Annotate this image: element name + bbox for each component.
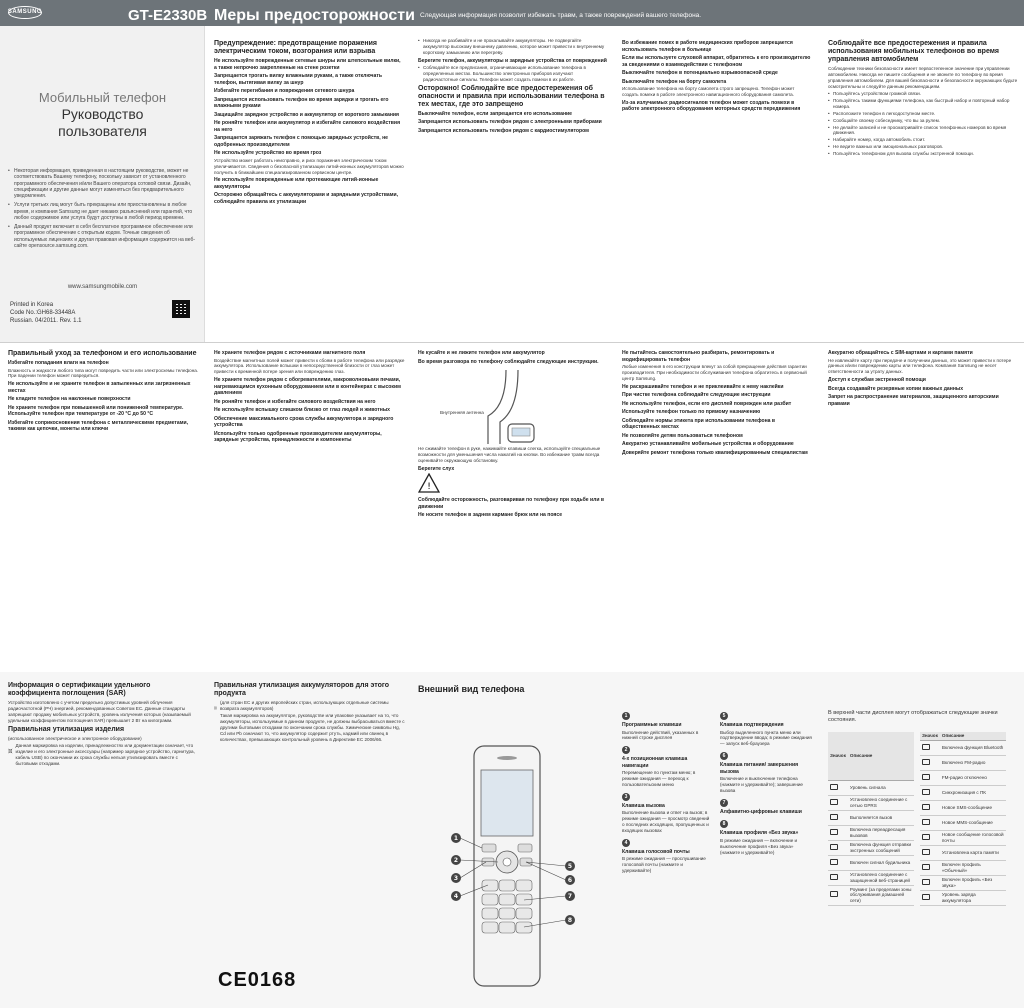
- top-column-1: [214, 38, 404, 338]
- key-title: Клавиша вызова: [622, 802, 665, 809]
- crossed-bin-icon: [8, 743, 13, 759]
- icon-description: Новое сообщение голосовой почты: [940, 831, 1006, 846]
- antenna-label: Внутренняя антенна: [440, 410, 484, 416]
- hearing-warning-icon: [418, 473, 440, 493]
- icon-description: FM-радио отключено: [940, 771, 1006, 786]
- key-description: [622, 712, 712, 741]
- cover-panel: [0, 26, 205, 342]
- rule-heading: Берегите телефон, аккумуляторы и зарядные устройства от повреждений: [418, 57, 607, 64]
- body-text: Любые изменения в его конструкции влекут за собой прекращение действия гарантии производителя. При необходимости обслуживания телефона обратитесь в сервисный центр Samsung.: [622, 364, 807, 381]
- table-header: Значок: [828, 732, 848, 780]
- table-row: [920, 861, 1006, 876]
- call-forward-icon: [830, 829, 838, 835]
- bottom-column-1: [8, 680, 200, 1002]
- alarm-icon: [830, 859, 838, 865]
- rule-heading: Не храните телефон при повышенной или пониженной температуре. Используйте телефон при температуре от -20 °С до 50 °С: [8, 404, 184, 418]
- icon-description: Включен профиль «Обычный»: [940, 861, 1006, 876]
- icon-description: Синхронизация с ПК: [940, 786, 1006, 801]
- list-item: • Пользуйтесь такими функциями телефона, как быстрый набор и повторный набор номера.: [828, 98, 1018, 110]
- rule-heading: Во избежание помех в работе медицинских приборов запрещается использовать телефон в больнице: [622, 40, 793, 53]
- key-number: 5: [720, 712, 728, 720]
- key-number: 1: [622, 712, 630, 720]
- rule-heading: Если вы используете слуховой аппарат, обратитесь к его производителю за сведениями о взаимодействии с телефоном: [622, 55, 811, 68]
- website-link[interactable]: www.samsungmobile.com: [67, 284, 138, 290]
- table-row: [920, 816, 1006, 831]
- rule-heading: Выключайте телефон в потенциально взрывоопасной среде: [622, 70, 778, 77]
- table-row: [920, 831, 1006, 846]
- rule-heading: Запрещается заряжать телефон с помощью зарядных устройств, не одобренных производителем: [214, 135, 389, 148]
- key-title: Клавиша голосовой почты: [622, 848, 690, 855]
- rule-heading: Обеспечение максимального срока службы аккумулятора и зарядного устройства: [214, 415, 394, 429]
- cover-line2: Руководство: [61, 106, 144, 122]
- rule-heading: Выключайте телефон на борту самолета: [622, 78, 727, 85]
- rule-heading: Не роняйте телефон или аккумулятор и избегайте силового воздействия на него: [214, 120, 401, 133]
- svg-text:5: 5: [567, 863, 573, 870]
- top-column-3: [622, 38, 812, 338]
- phone-illustration: [448, 740, 578, 990]
- rule-heading: Во время разговора по телефону соблюдайте следующие инструкции.: [418, 358, 599, 365]
- key-number: 2: [622, 746, 630, 754]
- rule-heading: Доступ к службам экстренной помощи: [828, 377, 926, 384]
- roaming-icon: [830, 891, 838, 897]
- rule-heading: Не используйте вспышку слишком близко от глаз людей и животных: [214, 407, 391, 414]
- cover-line3: пользователя: [58, 123, 147, 139]
- antenna-figure: [418, 366, 610, 446]
- rule-heading: Избегайте перегибания и повреждения сетевого шнура: [214, 88, 355, 95]
- rule-heading: Запрещается трогать вилку влажными руками, а также отключать телефон, вытягивая вилку за шнур: [214, 73, 382, 86]
- icon-description: Выполняется вызов: [848, 810, 914, 825]
- middle-column-5: [828, 348, 1018, 666]
- rule-heading: При чистке телефона соблюдайте следующие инструкции: [622, 392, 771, 399]
- body-text: Воздействие магнитных полей может привести к сбоям в работе телефона или разрядке аккумулятора. Использование вспышки в непосредственной близости от глаз может привести к временной потере зрения или повреждению глаз.: [214, 357, 405, 375]
- list-item: • Не ведите важных или эмоциональных разговоров.: [828, 144, 1018, 150]
- rule-heading: Доверяйте ремонт телефона только квалифицированным специалистам: [622, 449, 808, 456]
- memory-card-icon: [922, 849, 930, 855]
- keys-column-2: [720, 712, 812, 1002]
- key-text: Выполнение действий, указанных в нижней строке дисплея: [622, 729, 699, 741]
- icons-table-left: [828, 732, 914, 906]
- icon-description: Включена переадресация вызовов: [848, 825, 914, 840]
- list-item: • Пользуйтесь телефоном для вызова службы экстренной помощи.: [828, 151, 1018, 157]
- icon-description: Включен профиль «Без звука»: [940, 876, 1006, 891]
- body-text: Устройство может работать неисправно, и риск поражения электрическим током увеличивается. Сведения о безопасной утилизации литий-ионных аккумуляторов можно получить в ближайшем специализированном сервисном центре.: [214, 157, 404, 175]
- rule-heading: Не носите телефон в заднем кармане брюк или на поясе: [418, 512, 563, 519]
- key-text: Включение и выключение телефона (нажмите и удерживайте); завершение вызова: [720, 776, 803, 793]
- bottom-column-2: [214, 680, 406, 960]
- key-number: 6: [720, 752, 728, 760]
- key-title: Программные клавиши: [622, 722, 682, 728]
- rule-heading: Используйте только одобренные производителем аккумуляторы, зарядные устройства, принадлежности и компоненты: [214, 430, 382, 444]
- list-item: • Расположите телефон в легкодоступном месте.: [828, 111, 1018, 117]
- rule-heading: Не кусайте и не лижите телефон или аккумулятор: [418, 350, 545, 356]
- rule-heading: Выключайте телефон, если запрещается его использование: [418, 110, 573, 117]
- svg-text:4: 4: [453, 893, 459, 900]
- profile-silent-icon: [922, 879, 930, 885]
- rule-heading: Не пытайтесь самостоятельно разбирать, ремонтировать и модифицировать телефон: [622, 350, 775, 363]
- cover-bullet: • Некоторая информация, приведенная в настоящем руководстве, может не соответствовать Вашему телефону, поскольку зависит от установленного программного обеспечения и/или Вашего оператора сотовой связи. Дизайн, спецификации и другие данные могут изменяться без предварительного уведомления.: [8, 168, 198, 199]
- print-line: Russian. 04/2011. Rev. 1.1: [10, 317, 82, 324]
- top-column-2: [418, 38, 608, 338]
- table-header: Значок: [920, 732, 940, 740]
- table-row: [920, 756, 1006, 771]
- gprs-icon: [830, 799, 838, 805]
- rule-heading: Не используйте телефон, если его дисплей поврежден или разбит: [622, 400, 792, 407]
- print-info: [10, 302, 82, 325]
- body-text: Не сжимайте телефон в руке, нажимайте клавиши слегка, используйте специальные возможности для уменьшения числа нажатий на кнопки. Во избежание травм всегда оценивайте окружающую обстановку.: [418, 446, 601, 463]
- key-description: [622, 839, 712, 874]
- body-text: • Соблюдайте все предписания, ограничивающие использование телефона в определенных местах. Большинство электронных приборов излучают радиочастотные сигналы. Телефон может создать помехи в их работе.: [418, 65, 608, 83]
- bluetooth-icon: [922, 744, 930, 750]
- rule-heading: Избегайте попадания влаги на телефон: [8, 360, 109, 367]
- rule-heading: Не используйте поврежденные сетевые шнуры или штепсельные вилки, а также непрочно закрепленные на стене розетки: [214, 58, 401, 71]
- fm-radio-on-icon: [922, 759, 930, 765]
- icon-description: Установлено соединение с сетью GPRS: [848, 795, 914, 810]
- antenna-illustration-icon: [418, 366, 538, 446]
- icon-description: Уровень заряда аккумулятора: [940, 891, 1006, 906]
- key-description: [720, 752, 812, 794]
- keys-column-1: [622, 712, 712, 1002]
- cover-bullets: [8, 168, 198, 252]
- icon-description: Уровень сигнала: [848, 780, 914, 795]
- section-heading: Предупреждение: предотвращение поражения электрическим током, возгорания или взрыва: [214, 40, 377, 56]
- table-row: [828, 885, 914, 906]
- table-row: [828, 825, 914, 840]
- rule-heading: Запрещается использовать телефон во время зарядки и трогать его влажными руками: [214, 96, 389, 110]
- battery-icon: [922, 894, 930, 900]
- pc-sync-icon: [922, 789, 930, 795]
- body-text: • Никогда не разбивайте и не прокалывайте аккумуляторы. Не подвергайте аккумулятор высокому внешнему давлению, которое может привести к внутреннему короткому замыканию или перегреву.: [418, 38, 608, 56]
- key-description: [622, 793, 712, 834]
- icons-section: [828, 710, 1018, 1004]
- rule-heading: Не раскрашивайте телефон и не приклеивайте к нему наклейки: [622, 383, 784, 390]
- table-row: [920, 846, 1006, 861]
- svg-text:6: 6: [567, 877, 573, 884]
- rule-heading: Из-за излучаемых радиосигналов телефон может создать помехи в работе электронного оборудования моторных средств передвижения: [622, 99, 801, 113]
- rule-heading: Аккуратно обращайтесь с SIM-картами и картами памяти: [828, 350, 973, 356]
- section-heading: Осторожно! Соблюдайте все предостережения об опасности и правила при использовании телефона в тех местах, где это запрещено: [418, 84, 605, 108]
- weee-block: [8, 743, 200, 768]
- profile-normal-icon: [922, 864, 930, 870]
- table-row: [920, 786, 1006, 801]
- call-icon: [830, 814, 838, 820]
- key-title: Клавиша профиля «Без звука»: [720, 830, 799, 837]
- key-title: Клавиша подтверждения: [720, 722, 784, 728]
- table-row: [828, 810, 914, 825]
- rule-heading: Не используйте устройство во время гроз: [214, 150, 322, 157]
- body-text: Устройство изготовлено с учетом предельно допустимых уровней облучения радиочастотной (РЧ) энергией, рекомендованных Советом ЕС. Данные стандарты запрещают продажу мобильных устройств, уровень излучения которых (называемый удельным коэффициентом поглощения SAR) превышает 2 Вт на килограмм.: [8, 700, 191, 723]
- rule-heading: Аккуратно устанавливайте мобильные устройства и оборудование: [622, 441, 794, 448]
- middle-column-3: [418, 348, 610, 666]
- rule-heading: Не кладите телефон на наклонные поверхности: [8, 396, 131, 403]
- section-heading: Правильный уход за телефоном и его использование: [8, 350, 197, 357]
- icon-description: Установлено соединение с защищенной веб-страницей: [848, 870, 914, 885]
- table-header: Описание: [940, 732, 1006, 740]
- key-description: [720, 799, 812, 816]
- rule-heading: Соблюдайте нормы этикета при использовании телефона в общественных местах: [622, 417, 776, 431]
- sos-icon: [830, 844, 838, 850]
- svg-text:7: 7: [567, 893, 573, 900]
- divider: [0, 342, 1024, 343]
- icon-description: Включен сигнал будильника: [848, 855, 914, 870]
- key-text: В режиме ожидания — прослушивание голосовой почты (нажмите и удерживайте): [622, 856, 706, 874]
- voicemail-icon: [922, 834, 930, 840]
- battery-disposal-block: [214, 700, 406, 744]
- section-heading: Внешний вид телефона: [418, 684, 525, 694]
- icon-description: Включено FM-радио: [940, 756, 1006, 771]
- mms-icon: [922, 819, 930, 825]
- rule-heading: Не храните телефон рядом с источниками магнитного поля: [214, 350, 366, 356]
- rule-heading: Запрещается использовать телефон рядом с кардиостимулятором: [418, 127, 589, 134]
- rule-heading: Не используйте поврежденные или протекающие литий-ионные аккумуляторы: [214, 177, 379, 190]
- appearance-title-wrap: [418, 682, 618, 702]
- section-heading: Информация о сертификации удельного коэффициента поглощения (SAR): [8, 682, 151, 698]
- table-row: [920, 801, 1006, 816]
- body-text: (использованное электрическое и электронное оборудование): [8, 735, 142, 741]
- icons-intro: В верхней части дисплея могут отображаться следующие значки состояния.: [828, 710, 998, 724]
- rule-heading: Соблюдайте осторожность, разговаривая по телефону при ходьбе или в движении: [418, 497, 605, 510]
- key-number: 8: [720, 820, 728, 828]
- table-header: Описание: [848, 732, 914, 780]
- key-text: Выполнение вызова и ответ на вызов; в режиме ожидания — просмотр сведений о последних исходящих, пропущенных и входящих вызовах: [622, 810, 710, 834]
- icon-description: Включена функция отправки экстренных сообщений: [848, 840, 914, 855]
- icons-table-right: [920, 732, 1006, 906]
- list-item: • Сообщайте своему собеседнику, что вы за рулем.: [828, 118, 1018, 124]
- rule-heading: Всегда создавайте резервные копии важных данных: [828, 385, 964, 392]
- list-item: • Пользуйтесь устройством громкой связи.: [828, 91, 1018, 97]
- table-row: [920, 771, 1006, 786]
- table-row: [920, 741, 1006, 756]
- table-row: [828, 795, 914, 810]
- icon-description: Роуминг (за пределами зоны обслуживания домашней сети): [848, 885, 914, 906]
- header-bar: [0, 0, 1024, 26]
- key-title: Алфавитно-цифровые клавиши: [720, 808, 802, 815]
- rule-heading: Не позволяйте детям пользоваться телефоном: [622, 432, 743, 439]
- section-heading: Правильная утилизация изделия: [8, 725, 125, 733]
- fm-radio-off-icon: [922, 774, 930, 780]
- rule-heading: Запрет на распространение материалов, защищенного авторскими правами: [828, 394, 999, 407]
- icon-description: Установлена карта памяти: [940, 846, 1006, 861]
- rule-heading: Используйте телефон только по прямому назначению: [622, 409, 761, 416]
- rule-heading: Избегайте соприкосновения телефона с металлическими предметами, такими как цепочки, монеты или ключи: [8, 419, 189, 433]
- cover-bullet: • Услуги третьих лиц могут быть прекращены или приостановлены в любое время, и компания Samsung не дает никаких разъяснений или гарантий, что любое содержимое или услуга будут доступны в любой период времени.: [8, 202, 198, 221]
- key-number: 4: [622, 839, 630, 847]
- table-row: [920, 891, 1006, 906]
- key-description: [720, 712, 812, 747]
- key-description: [720, 820, 812, 855]
- list-item: • Набирайте номер, когда автомобиль стоит.: [828, 137, 1018, 143]
- key-title: 4-х позиционная клавиша навигации: [622, 756, 688, 769]
- table-row: [828, 855, 914, 870]
- icon-description: Новое MMS-сообщение: [940, 816, 1006, 831]
- rule-heading: Берегите слух: [418, 465, 455, 472]
- print-line: Code No.:GH68-33448A: [10, 309, 76, 316]
- cover-line1: Мобильный телефон: [38, 90, 167, 105]
- list-item: • Не делайте записей и не просматривайте список телефонных номеров во время движения.: [828, 125, 1018, 137]
- body-text: Такая маркировка на аккумуляторе, руководстве или упаковке указывает на то, что аккумуляторы, используемые в данном продукте, не должны выбрасываться вместе с другими бытовыми отходами по окончании срока службы. Химические символы Hg, Cd или Pb означают то, что аккумулятор содержит ртуть, кадмий или свинец в количествах, превышающих контрольный уровень в Директиве ЕС 2006/66.: [219, 713, 405, 742]
- key-number: 7: [720, 799, 728, 807]
- table-row: [828, 840, 914, 855]
- body-text: Данная маркировка на изделии, принадлежностях или документации означает, что изделие и его электронные аксессуары (например зарядное устройство, гарнитура, кабель USB) по окончании их срока службы нельзя утилизировать вместе с бытовыми отходами.: [15, 743, 195, 766]
- middle-column-1: [8, 348, 200, 666]
- cover-bullet: • Данный продукт включает в себя бесплатное программное обеспечение или программное обеспечение с открытым кодом. Точные сведения об используемых лицензиях и другая правовая информация содержится на веб-сайте opensource.samsung.com.: [8, 224, 198, 249]
- middle-column-4: [622, 348, 814, 666]
- section-heading: Соблюдайте все предостережения и правила использования мобильных телефонов во время управления автомобилем: [828, 40, 1000, 64]
- key-description: [622, 746, 712, 788]
- print-line: Printed in Korea: [10, 302, 54, 308]
- ce-number: 0168: [247, 969, 297, 991]
- body-text: Не извлекайте карту при передаче и получении данных, это может привести к потере данных и/или повреждению карты или телефона. Компания Samsung не несет ответственности за утрату данных.: [828, 357, 1012, 375]
- icon-description: Включена функция Bluetooth: [940, 741, 1006, 756]
- sms-icon: [922, 804, 930, 810]
- key-text: Перемещение по пунктам меню; в режиме ожидания — переход к пользовательским меню: [622, 770, 696, 788]
- crossed-bin-icon: [214, 700, 217, 716]
- icon-description: Новое SMS-сообщение: [940, 801, 1006, 816]
- rule-heading: Запрещается использовать телефон рядом с электронными приборами: [418, 119, 602, 126]
- section-heading: Правильная утилизация аккумуляторов для этого продукта: [214, 682, 390, 698]
- signal-icon: [830, 784, 838, 790]
- rule-heading: Не храните телефон рядом с обогревателями, микроволновыми печами, нагревающимся кухонным оборудованием или в контейнерах с высоким давлением: [214, 377, 401, 397]
- svg-text:2: 2: [453, 857, 459, 864]
- table-row: [828, 780, 914, 795]
- page-subtitle: Следующая информация позволит избежать травм, а также повреждений вашего телефона.: [420, 12, 702, 19]
- table-row: [828, 870, 914, 885]
- key-text: В режиме ожидания — включение и выключение профиля «Без звука» (нажмите и удерживайте): [720, 837, 798, 855]
- svg-text:8: 8: [567, 917, 573, 924]
- qr-code-icon: [172, 300, 190, 318]
- key-title: Клавиша питания/ завершения вызова: [720, 762, 799, 775]
- ce-mark: CE0168: [218, 969, 297, 991]
- rule-heading: Защищайте зарядное устройство и аккумулятор от короткого замыкания: [214, 111, 400, 118]
- rule-heading: Осторожно обращайтесь с аккумуляторами и зарядными устройствами, соблюдайте правила их утилизации: [214, 192, 399, 205]
- table-row: [920, 876, 1006, 891]
- rule-heading: Не роняйте телефон и избегайте силового воздействия на него: [214, 398, 376, 405]
- svg-text:3: 3: [453, 875, 459, 882]
- svg-text:!: !: [427, 482, 431, 493]
- body-text: Влажность и жидкости любого типа могут повредить части или электросхемы телефона. При падении телефон может повредиться.: [8, 367, 199, 379]
- body-text: (для стран ЕС и других европейских стран, использующих отдельные системы возврата аккумуляторов): [219, 700, 389, 711]
- top-column-4: [828, 38, 1018, 338]
- key-text: Выбор выделенного пункта меню или подтверждение ввода; в режиме ожидания — запуск веб-браузера: [720, 729, 812, 747]
- middle-column-2: [214, 348, 406, 666]
- body-text: Соблюдение техники безопасности имеет первостепенное значение при управлении автомобилем. Никогда не пишите сообщения и не звоните по телефону во время управления автомобилем. Для вашей безопасности и безопасности окружающих будьте осмотрительны и следуйте данным рекомендациям.: [828, 66, 1018, 89]
- model-number: GT-E2330B: [128, 7, 208, 24]
- svg-text:1: 1: [453, 835, 459, 842]
- secure-web-icon: [830, 874, 838, 880]
- rule-heading: Не используйте и не храните телефон в запыленных или загрязненных местах: [8, 381, 191, 394]
- key-number: 3: [622, 793, 630, 801]
- body-text: Использование телефона на борту самолета строго запрещено. Телефон может создать помехи в работе электронного навигационного оборудования самолета.: [622, 86, 795, 97]
- page-title: Меры предосторожности: [214, 7, 415, 24]
- samsung-logo: SAMSUNG: [8, 6, 42, 19]
